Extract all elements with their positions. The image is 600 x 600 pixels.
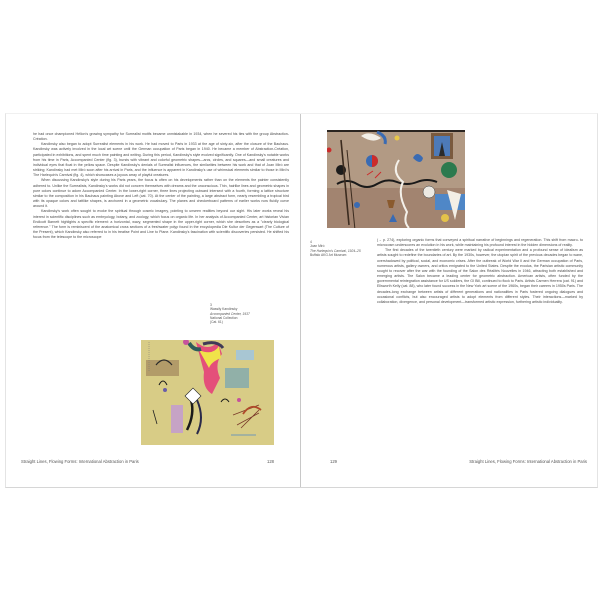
right-body-text bbox=[377, 238, 583, 305]
page-number-right: 129 bbox=[330, 459, 337, 464]
figure-collection: Buffalo AKG Art Museum bbox=[310, 252, 347, 257]
figure-title: The Harlequin's Carnival, 1924–25 bbox=[310, 248, 361, 253]
running-title-right: Straight Lines, Flowing Forms: International Abstraction in Paris bbox=[469, 459, 587, 464]
paragraph: Kandinsky also began to adopt Surrealist elements in his work. He had moved to Paris in 1933 at the age of sixty-six, after the closure of the Bauhaus. Kandinsky was actively involved in the local art scene until the German occupation of Paris began in 1940. He became a member of Abstraction-Création, participated in exhibitions, and spent much time painting and writing. During this period, Kandinsky's style evolved significantly. One of Kandinsky's notable works from his time in Paris, Accompanied Center (fig. 3), bursts with vibrant and colorful geometric shapes—arcs, circles, and squares—and small creatures and individual eyes that float in the yellow space. Despite Kandinsky's denials of Surrealist influences, the similarities between his work and that of Joan Miró are striking; Kandinsky had met Miró soon after his arrival in Paris, and the influence is apparent in Kandinsky's use of whimsical elements similar to those in Miró's The Harlequin's Carnival (fig. 4), which showcases a joyous array of playful creatures. bbox=[33, 142, 289, 178]
abstract-painting-icon bbox=[141, 340, 274, 445]
paragraph: Kandinsky's work often sought to evoke the spiritual through cosmic imagery, pointing to unseen realities beyond our sight. His later works reveal his interest in scientific disciplines such as embryology, botany, and zoology, which focus on organic life. In her analysis of Accompanied Center, art historian Vivian Endicott Barnett highlights a specific element: a horizontal, wavy, segmented shape in the upper-right corner, which she describes as a "clearly biological reference." The form is reminiscent of the anatomical cross sections of a freshwater polyp found in the encyclopedia Die Kultur der Gegenwart (The Culture of the Present), which Kandinsky also referred to in his treatise Point and Line to Plane. Kandinsky's fascination with scientific discoveries persisted. He shifted his focus from the telescope to the microscope bbox=[33, 209, 289, 240]
figure-3-caption bbox=[210, 303, 250, 324]
page-number-left: 128 bbox=[267, 459, 274, 464]
figure-artist: Joan Miró bbox=[310, 244, 325, 249]
paragraph: The first decades of the twentieth century were marked by radical experimentation and a profound sense of idealism as artists sought to redefine the boundaries of art. By the 1930s, however, the utopian spirit of the previous decades began to wane, overshadowed by political, social, and economic crises. After the outbreak of World War II and the German occupation of Paris, numerous artists, gallery owners, and critics emigrated to the United States. Despite the exodus, the Parisian artistic community sought to recover after the war with the founding of the Salon des Réalités Nouvelles in 1946, attracting both established and emerging artists. The Salon became a leading center for geometric abstraction. American artists, often funded by the governmental reintegration assistance for US soldiers, the GI Bill, continued to flock to Paris. Artists Carmen Herrera (cat. 91) and Ellsworth Kelly (cat. 88), who later found success in the New York art scene of the 1960s, began their careers in 1950s Paris. The decades-long exchange between artists of different generations and nationalities in Paris fostered ongoing dialogues and occasional conflicts, but also encouraged artists to adopt elements from different styles. Their interactions—marked by collaboration, divergence, and personal development—transformed artistic expression, furthering artistic individuality. bbox=[377, 248, 583, 304]
figure-number: 4 bbox=[310, 240, 312, 244]
figure-collection: National Collection bbox=[210, 315, 238, 320]
paragraph: he had once championed Hélion's growing sympathy for Surrealist motifs became unmistakable in 1934, when he severed his ties with the group Abstraction-Création. bbox=[33, 132, 289, 142]
running-title-left: Straight Lines, Flowing Forms: International Abstraction in Paris bbox=[21, 459, 139, 464]
kandinsky-painting-image bbox=[141, 340, 274, 445]
figure-4-caption bbox=[310, 240, 361, 257]
miro-painting-image bbox=[327, 130, 465, 228]
right-page bbox=[301, 114, 597, 487]
figure-number: 3 bbox=[210, 303, 212, 307]
figure-title: Accompanied Center, 1937 bbox=[210, 311, 250, 316]
paragraph: (→ p. 274), exploring organic forms that conveyed a spiritual narrative of beginnings and regeneration. This shift from macro- to microcosm underscores an evolution in his work, while maintaining his profound interest in the hidden dimensions of reality. bbox=[377, 238, 583, 248]
surrealist-painting-icon bbox=[327, 130, 465, 228]
figure-artist: Wassily Kandinsky bbox=[210, 307, 238, 312]
book-spread bbox=[5, 113, 598, 488]
figure-catalog: (Cat. 61) bbox=[210, 320, 223, 325]
left-body-text bbox=[33, 132, 289, 240]
paragraph: When discussing Kandinsky's style during his Paris years, the focus is often on his developments rather than on the elements the painter consistently adhered to. Unlike the Surrealists, Kandinsky's works did not concern themselves with dreams and the unconscious. Thin, hairlike lines and geometric shapes in pure colors continue to adorn Accompanied Center. In the lower-right corner, three lines projecting outward intersect with a fourth, forming a lattice structure similar to the composition in his Bauhaus painting Above and Left (cat. 70). At the center of the painting, a large abstract form, nearly resembling a tropical bird with its opaque colors and tattlike shapes, is anchored in a geometric vocabulary. The planes and checkerboard patterns of earlier works now fluidly curve around it. bbox=[33, 178, 289, 209]
left-page bbox=[6, 114, 300, 487]
